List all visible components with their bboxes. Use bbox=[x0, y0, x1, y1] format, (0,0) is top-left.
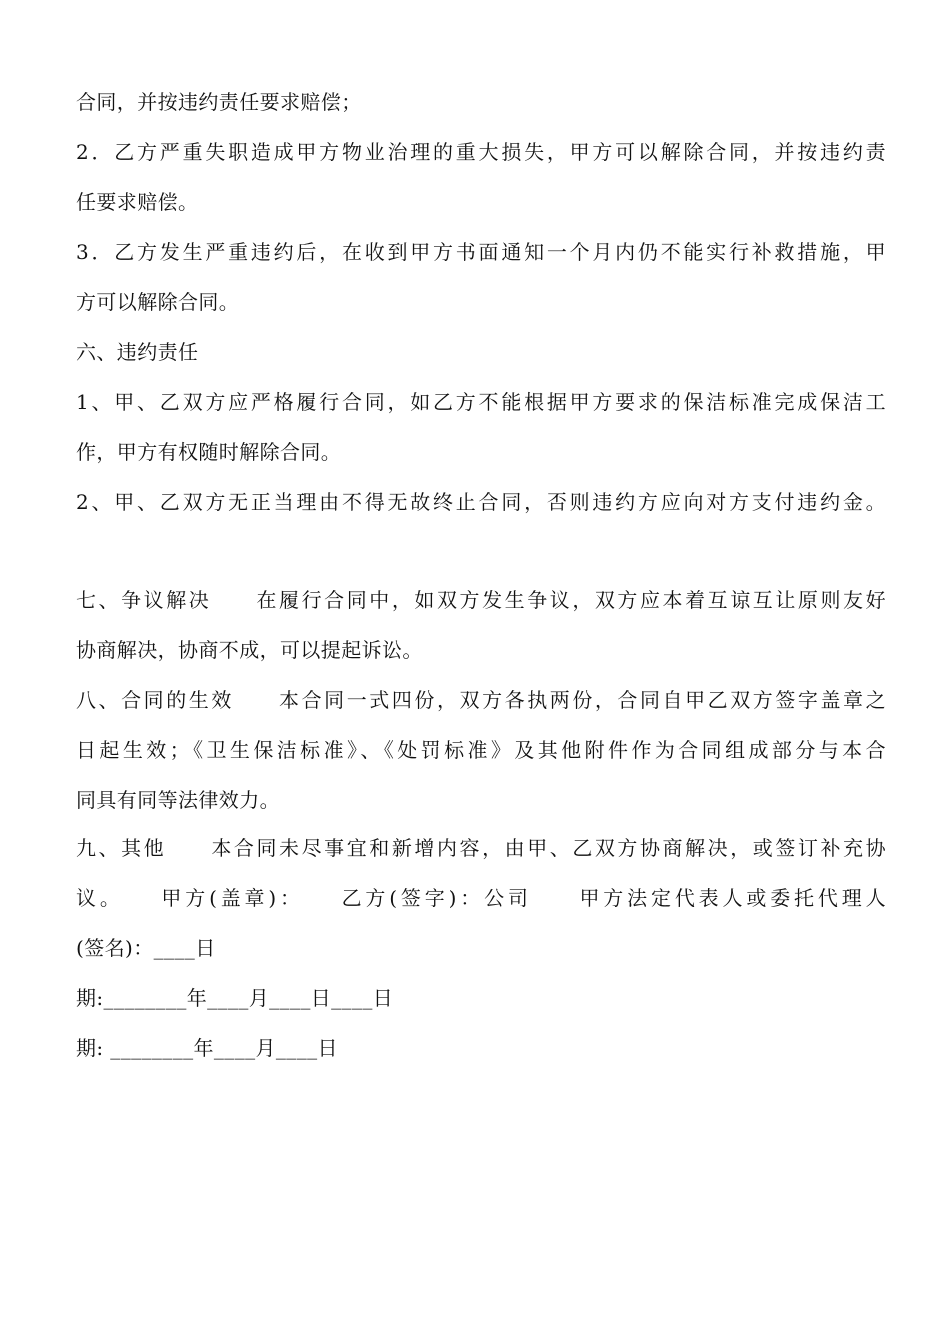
text-line-4: 3．乙方发生严重违约后，在收到甲方书面通知一个月内仍不能实行补救措施，甲 bbox=[76, 240, 886, 264]
section-heading-breach-liability: 六、违约责任 bbox=[76, 340, 199, 364]
date-line-2: 期: ________年____月____日 bbox=[76, 1036, 338, 1060]
text-line-13: 日起生效；《卫生保洁标准》、《处罚标准》及其他附件作为合同组成部分与本合 bbox=[76, 738, 886, 762]
section-dispute-resolution: 七、争议解决 在履行合同中，如双方发生争议，双方应本着互谅互让原则友好 bbox=[76, 588, 886, 612]
text-line-8: 作，甲方有权随时解除合同。 bbox=[76, 440, 342, 464]
text-line-1: 合同，并按违约责任要求赔偿； bbox=[76, 90, 362, 114]
text-line-14: 同具有同等法律效力。 bbox=[76, 788, 280, 812]
date-line-1: 期:________年____月____日____日 bbox=[76, 986, 394, 1010]
text-line-9: 2、甲、乙双方无正当理由不得无故终止合同，否则违约方应向对方支付违约金。 bbox=[76, 490, 886, 514]
section-contract-effect: 八、合同的生效 本合同一式四份，双方各执两份，合同自甲乙双方签字盖章之 bbox=[76, 688, 886, 712]
text-line-11: 协商解决，协商不成，可以提起诉讼。 bbox=[76, 638, 423, 662]
text-line-5: 方可以解除合同。 bbox=[76, 290, 240, 314]
text-line-7: 1、甲、乙双方应严格履行合同，如乙方不能根据甲方要求的保洁标准完成保洁工 bbox=[76, 390, 886, 414]
signature-line: 议。 甲方(盖章)： 乙方(签字)：公司 甲方法定代表人或委托代理人 bbox=[76, 886, 886, 910]
text-line-2: 2．乙方严重失职造成甲方物业治理的重大损失，甲方可以解除合同，并按违约责 bbox=[76, 140, 886, 164]
signature-name-line: (签名)：____日 bbox=[76, 936, 216, 960]
text-line-3: 任要求赔偿。 bbox=[76, 190, 199, 214]
section-other: 九、其他 本合同未尽事宜和新增内容，由甲、乙双方协商解决，或签订补充协 bbox=[76, 836, 886, 860]
